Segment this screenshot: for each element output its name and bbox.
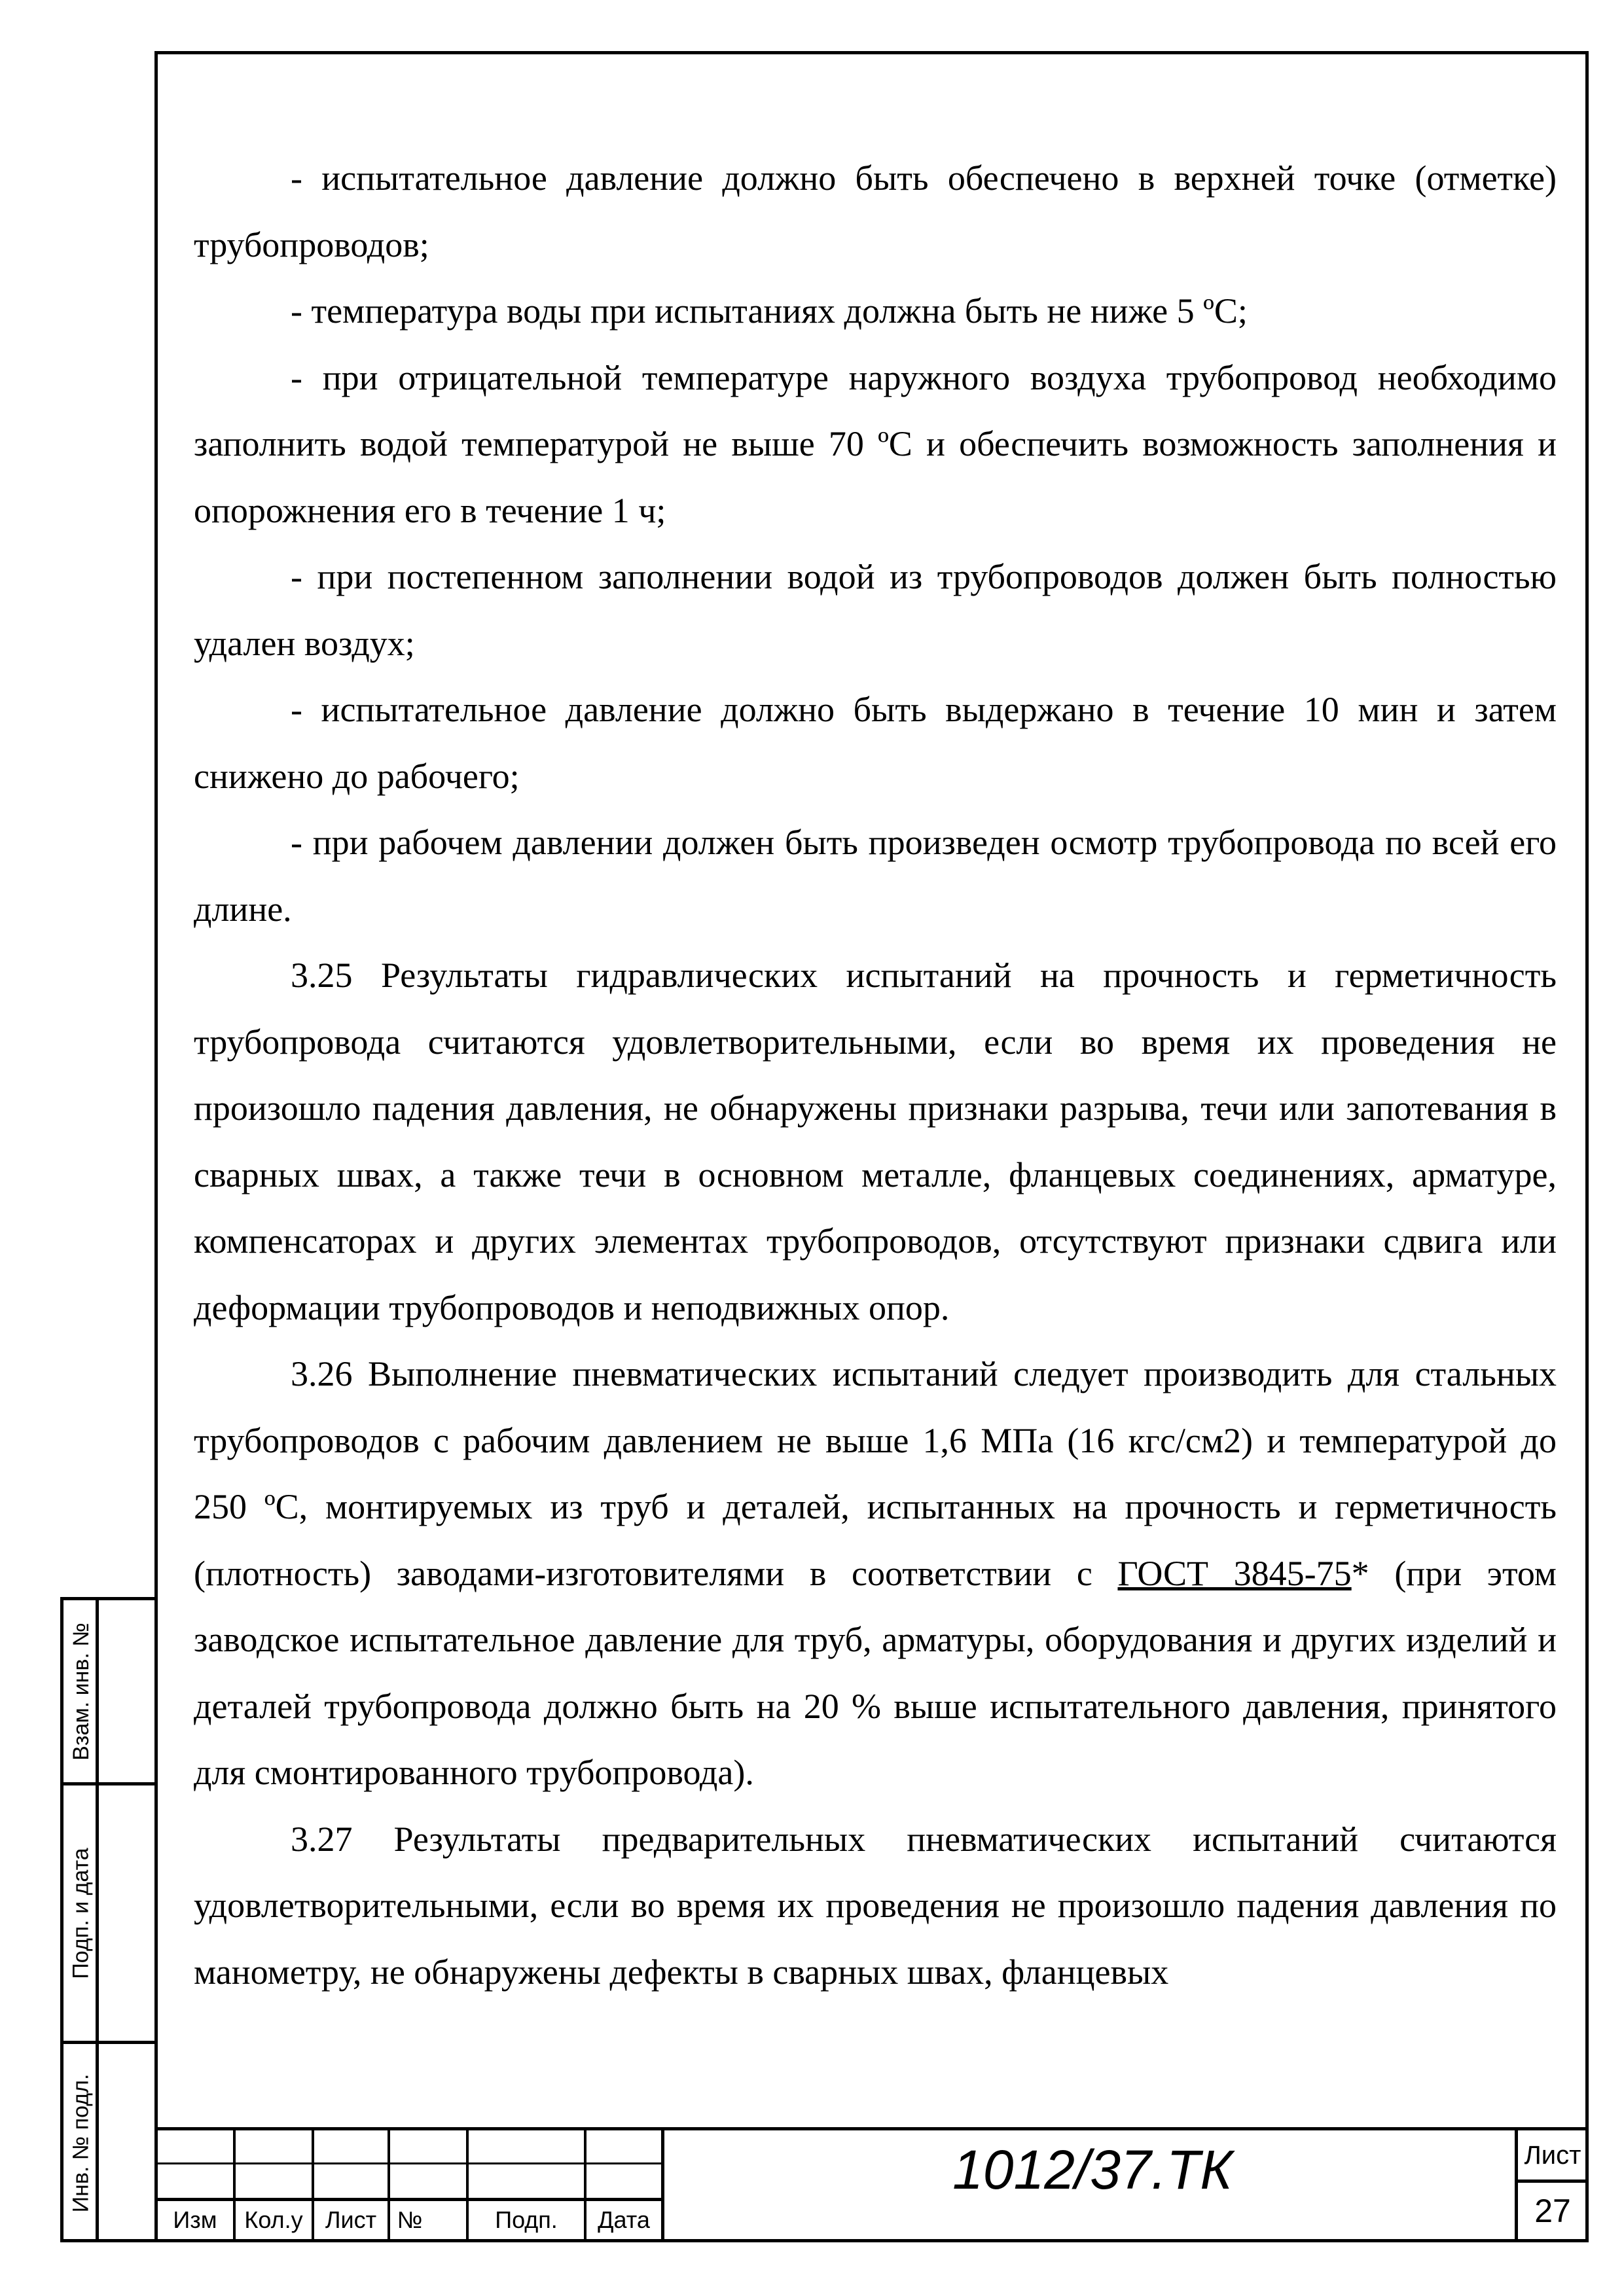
col-no: №	[397, 2206, 423, 2233]
title-block-row-line	[154, 2198, 664, 2201]
paragraph: - испытательное давление должно быть обеспечено в верхней точке (отметке) трубопроводов;	[194, 158, 1557, 264]
side-stamp-cell	[63, 2044, 99, 2242]
paragraph: - испытательное давление должно быть выдержано в течение 10 мин и затем снижено до рабочего;	[194, 690, 1557, 796]
title-block-row-line	[1516, 2179, 1589, 2183]
col-data: Дата	[598, 2206, 650, 2233]
side-stamp-label: Подп. и дата	[68, 1847, 94, 1979]
body-text	[194, 145, 1557, 2005]
paragraph-text: * (при этом заводское испытательное давление для труб, арматуры, оборудования и других изделий и деталей трубопровода должно быть на 20 % выше испытательного давления, принятого для смонтированного трубопровода).	[194, 1553, 1557, 1792]
paragraph-text: 3.26 Выполнение пневматических испытаний следует производить для стальных трубопроводов с рабочим давлением не выше 1,6 МПа (16 кгс/см2) и температурой до 250 ºС, монтируемых из труб и деталей, испытанных на прочность и герметичность (плотность) заводами-изготовителями в соответствии с	[194, 1354, 1557, 1593]
col-list: Лист	[325, 2206, 377, 2233]
col-izm: Изм	[173, 2206, 217, 2233]
document-code: 1012/37.ТК	[952, 2139, 1233, 2200]
paragraph: 3.25 Результаты гидравлических испытаний на прочность и герметичность трубопровода считаются удовлетворительными, если во время их проведения не произошло падения давления, не обнаружены признаки разрыва, течи или запотевания в сварных швах, а также течи в основном металле, фланцевых соединениях, арматуре, компенсаторах и других элементах трубопроводов, отсутствуют признаки сдвига или деформации трубопроводов и неподвижных опор.	[194, 956, 1557, 1327]
side-stamp-cell	[63, 1785, 99, 2041]
paragraph: - температура воды при испытаниях должна быть не ниже 5 ºС;	[291, 291, 1248, 331]
paragraph: 3.27 Результаты предварительных пневматических испытаний считаются удовлетворительными, если во время их проведения не произошло падения давления по манометру, не обнаружены дефекты в сварных швах, фланцевых	[194, 1819, 1557, 1992]
side-stamp-cell	[63, 1600, 99, 1782]
title-block-row-line	[154, 2162, 664, 2164]
paragraph: - при рабочем давлении должен быть произведен осмотр трубопровода по всей его длине.	[194, 823, 1557, 929]
paragraph: - при постепенном заполнении водой из трубопроводов должен быть полностью удален воздух;	[194, 557, 1557, 663]
side-stamp-label: Инв. № подл.	[68, 2073, 94, 2213]
side-stamp-label: Взам. инв. №	[68, 1622, 94, 1761]
gost-link[interactable]: ГОСТ 3845-75	[1117, 1553, 1352, 1593]
side-stamp	[60, 1597, 154, 2242]
col-kolu: Кол.у	[244, 2206, 303, 2233]
col-podp: Подп.	[495, 2206, 558, 2233]
paragraph	[194, 1341, 1557, 1806]
paragraph: - при отрицательной температуре наружного воздуха трубопровод необходимо заполнить водой температурой не выше 70 ºС и обеспечить возможность заполнения и опорожнения его в течение 1 ч;	[194, 357, 1557, 530]
sheet-label: Лист	[1524, 2141, 1581, 2170]
title-block-top-line	[154, 2127, 1589, 2130]
sheet-number: 27	[1534, 2193, 1571, 2229]
